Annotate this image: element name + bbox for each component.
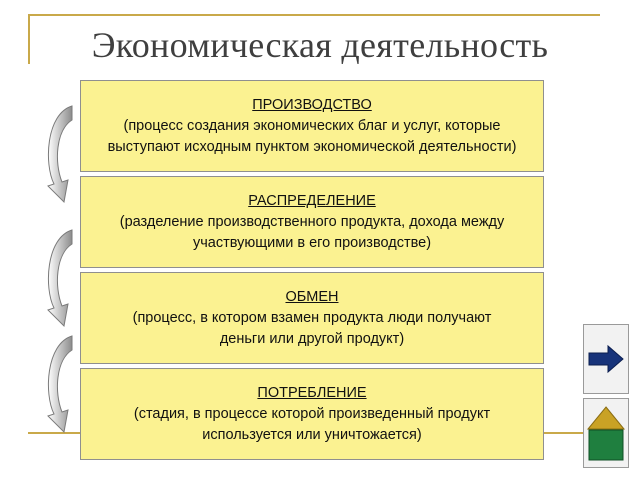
top-rule-line	[28, 14, 600, 16]
stage-description-line: (разделение производственного продукта, дохода между	[119, 213, 505, 230]
stage-heading: ПРОИЗВОДСТВО	[252, 96, 372, 113]
curved-flow-arrow-icon	[36, 228, 76, 328]
curved-flow-arrow-icon	[36, 334, 76, 434]
stage-description-line: (стадия, в процессе которой произведенный продукт	[133, 405, 491, 422]
stage-heading: ОБМЕН	[285, 288, 339, 305]
stage-heading: ПОТРЕБЛЕНИЕ	[257, 384, 367, 401]
stage-description-line: деньги или другой продукт)	[219, 330, 405, 347]
house-icon	[584, 399, 628, 467]
stage-description-line: участвующими в его производстве)	[192, 234, 432, 251]
next-slide-button[interactable]	[583, 324, 629, 394]
stage-description-line: (процесс создания экономических благ и услуг, которые	[123, 117, 501, 134]
stage-description-line: (процесс, в котором взамен продукта люди получают	[132, 309, 492, 326]
page-title: Экономическая деятельность	[91, 25, 549, 65]
home-button[interactable]	[583, 398, 629, 468]
stage-heading: РАСПРЕДЕЛЕНИЕ	[248, 192, 376, 209]
stage-box-distribution	[80, 176, 544, 268]
stage-box-exchange	[80, 272, 544, 364]
stage-box-consumption	[80, 368, 544, 460]
right-arrow-icon	[584, 325, 628, 393]
stage-box-production	[80, 80, 544, 172]
curved-flow-arrow-icon	[36, 104, 76, 204]
stage-description-line: используется или уничтожается)	[202, 426, 422, 443]
stage-description-line: выступают исходным пунктом экономической деятельности)	[107, 138, 517, 155]
